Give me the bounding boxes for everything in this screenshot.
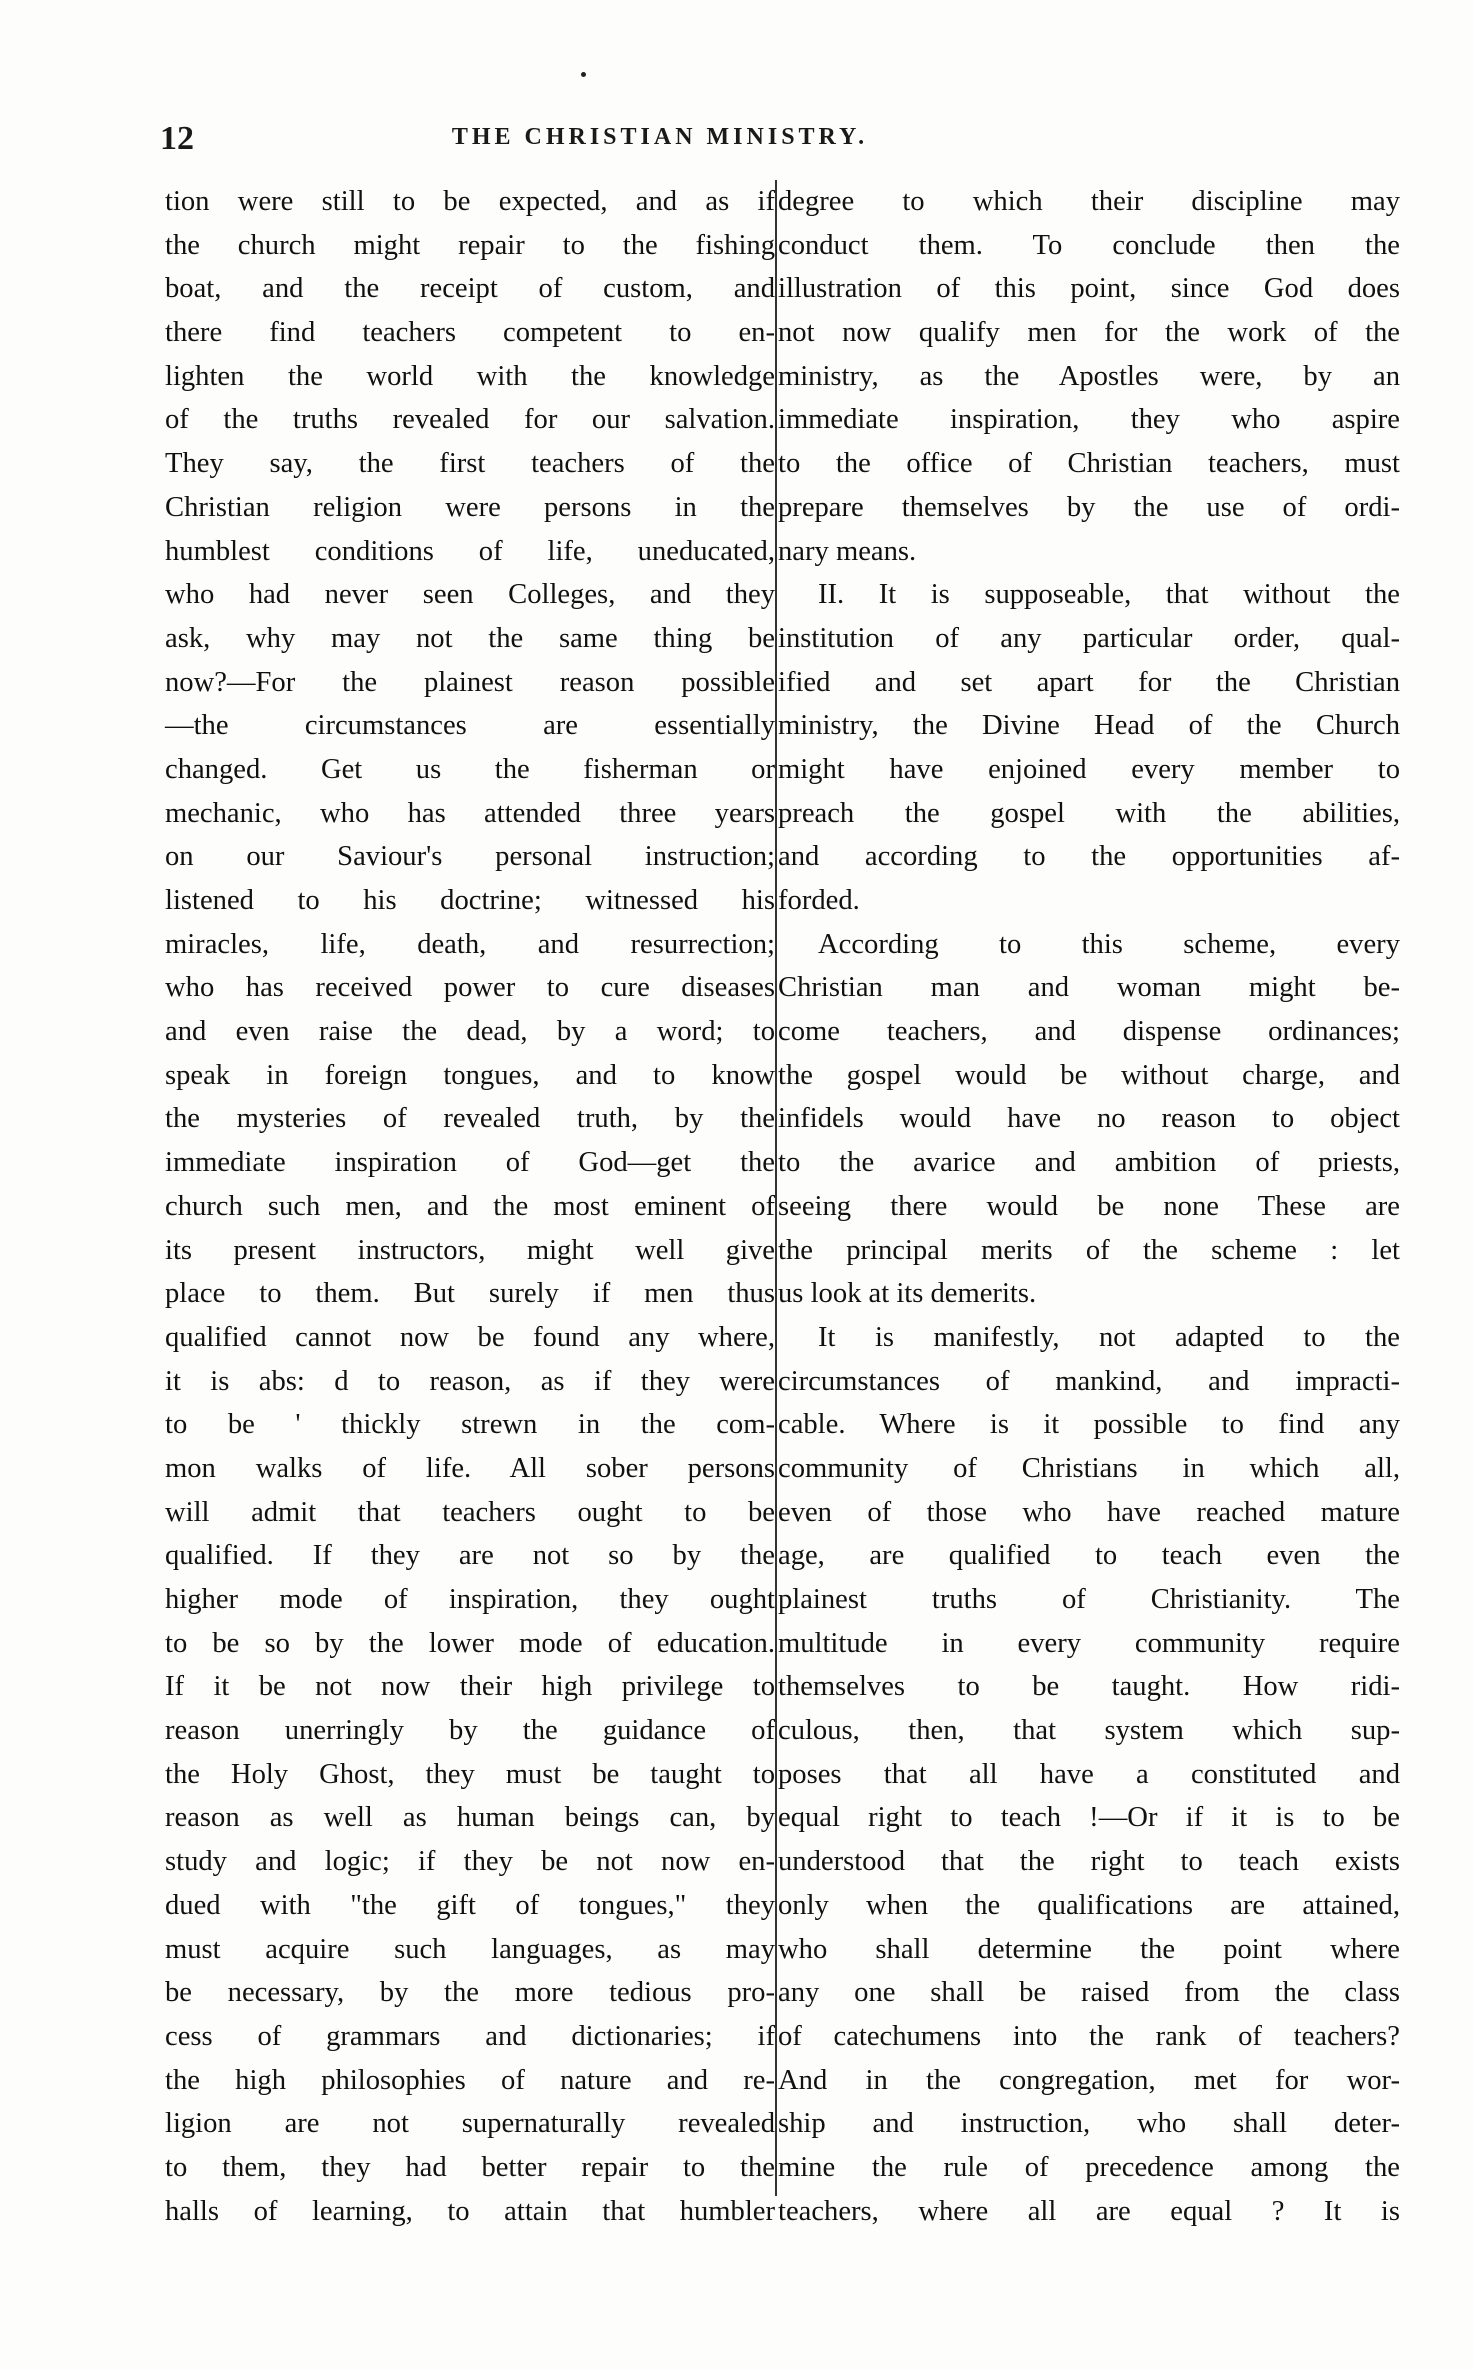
text-line: who had never seen Colleges, and they [165,579,775,611]
text-line: to be so by the lower mode of education. [165,1627,775,1659]
text-line: If it be not now their high privilege to [165,1671,775,1703]
text-line: ship and instruction, who shall deter- [778,2108,1400,2140]
text-line: any one shall be raised from the class [778,1977,1400,2009]
text-line: ified and set apart for the Christian [778,666,1400,698]
text-line: dued with "the gift of tongues," they [165,1889,775,1921]
text-line: qualified. If they are not so by the [165,1540,775,1572]
text-line: now?—For the plainest reason possible [165,666,775,698]
text-line: of the truths revealed for our salvation. [165,404,775,436]
text-line: age, are qualified to teach even the [778,1540,1400,1572]
text-line: institution of any particular order, qual- [778,622,1400,654]
text-line: will admit that teachers ought to be [165,1496,775,1528]
text-line: not now qualify men for the work of the [778,317,1400,349]
text-line: qualified cannot now be found any where, [165,1321,775,1353]
text-line: And in the congregation, met for wor- [778,2064,1400,2096]
text-line: who shall determine the point where [778,1933,1400,1965]
text-line: mine the rule of precedence among the [778,2151,1400,2183]
text-line: lighten the world with the knowledge [165,360,775,392]
text-line: and even raise the dead, by a word; to [165,1016,775,1048]
ink-dot [581,72,586,77]
text-line: poses that all have a constituted and [778,1758,1400,1790]
text-line: listened to his doctrine; witnessed his [165,885,775,916]
text-line: According to this scheme, every [818,928,1400,960]
text-line: to be ' thickly strewn in the com- [165,1409,775,1441]
text-line: ligion are not supernaturally revealed [165,2108,775,2140]
text-line: mon walks of life. All sober persons [165,1452,775,1484]
text-line: community of Christians in which all, [778,1452,1400,1484]
text-line: on our Saviour's personal instruction; [165,841,775,873]
text-line: —the circumstances are essentially [165,710,775,742]
text-line: understood that the right to teach exists [778,1846,1400,1878]
text-line: boat, and the receipt of custom, and [165,273,775,305]
text-line: there find teachers competent to en- [165,317,775,349]
text-line: II. It is supposeable, that without the [818,579,1400,611]
text-line: preach the gospel with the abilities, [778,797,1400,829]
text-line: prepare themselves by the use of ordi- [778,491,1400,523]
text-line: They say, the first teachers of the [165,448,775,480]
text-line: to the avarice and ambition of priests, [778,1147,1400,1179]
text-line: to the office of Christian teachers, must [778,448,1400,480]
text-line: speak in foreign tongues, and to know [165,1059,775,1091]
text-line: the principal merits of the scheme : let [778,1234,1400,1266]
text-line: circumstances of mankind, and impracti- [778,1365,1400,1397]
text-line: changed. Get us the fisherman or [165,753,775,785]
column-divider [775,180,777,2196]
text-line: themselves to be taught. How ridi- [778,1671,1400,1703]
text-line: be necessary, by the more tedious pro- [165,1977,775,2009]
text-line: us look at its demerits. [778,1278,1037,1310]
right-column [778,180,1400,2233]
page-number: 12 [160,120,194,157]
page-header [160,120,1400,160]
left-column [165,180,775,2233]
running-title: THE CHRISTIAN MINISTRY. [451,124,869,150]
text-line: the mysteries of revealed truth, by the [165,1103,775,1135]
text-line: to them, they had better repair to the [165,2151,775,2183]
text-line: mechanic, who has attended three years [165,797,775,829]
text-line: who has received power to cure diseases [165,972,775,1004]
text-line: the Holy Ghost, they must be taught to [165,1758,775,1790]
text-line: church such men, and the most eminent of [165,1190,775,1222]
text-line: culous, then, that system which sup- [778,1715,1400,1747]
text-line: the gospel would be without charge, and [778,1059,1400,1091]
text-line: humblest conditions of life, uneducated, [165,535,775,567]
text-line: It is manifestly, not adapted to the [818,1321,1400,1353]
text-line: seeing there would be none These are [778,1190,1400,1222]
text-line: its present instructors, might well give [165,1234,775,1266]
text-line: cess of grammars and dictionaries; if [165,2020,775,2052]
text-line: plainest truths of Christianity. The [778,1584,1400,1615]
text-line: Christian religion were persons in the [165,491,775,523]
text-line: immediate inspiration, they who aspire [778,404,1400,436]
text-line: nary means. [778,535,917,567]
text-line: Christian man and woman might be- [778,972,1400,1004]
text-line: ask, why may not the same thing be [165,622,775,654]
text-line: and according to the opportunities af- [778,841,1400,873]
text-line: it is abs: d to reason, as if they were [165,1365,775,1397]
text-line: reason as well as human beings can, by [165,1802,775,1834]
text-line: ministry, the Divine Head of the Church [778,710,1400,742]
text-line: degree to which their discipline may [778,186,1400,217]
text-line: miracles, life, death, and resurrection; [165,928,775,960]
text-line: conduct them. To conclude then the [778,229,1400,261]
text-line: tion were still to be expected, and as if [165,186,775,217]
text-line: reason unerringly by the guidance of [165,1715,775,1747]
text-line: the high philosophies of nature and re- [165,2064,775,2096]
text-line: of catechumens into the rank of teachers? [778,2020,1400,2052]
text-line: higher mode of inspiration, they ought [165,1584,775,1615]
text-line: might have enjoined every member to [778,753,1400,785]
text-line: the church might repair to the fishing [165,229,775,261]
text-line: equal right to teach !—Or if it is to be [778,1802,1400,1834]
text-line: only when the qualifications are attained, [778,1889,1400,1921]
text-line: immediate inspiration of God—get the [165,1147,775,1179]
text-line: ministry, as the Apostles were, by an [778,360,1400,392]
text-line: must acquire such languages, as may [165,1933,775,1965]
text-line: place to them. But surely if men thus [165,1278,775,1310]
text-line: teachers, where all are equal ? It is [778,2195,1400,2227]
text-line: illustration of this point, since God does [778,273,1400,305]
text-line: come teachers, and dispense ordinances; [778,1016,1400,1048]
text-line: halls of learning, to attain that humbler [165,2195,775,2227]
text-line: cable. Where is it possible to find any [778,1409,1400,1441]
text-line: multitude in every community require [778,1627,1400,1659]
text-line: forded. [778,885,860,916]
text-line: even of those who have reached mature [778,1496,1400,1528]
text-line: infidels would have no reason to object [778,1103,1400,1135]
text-line: study and logic; if they be not now en- [165,1846,775,1878]
